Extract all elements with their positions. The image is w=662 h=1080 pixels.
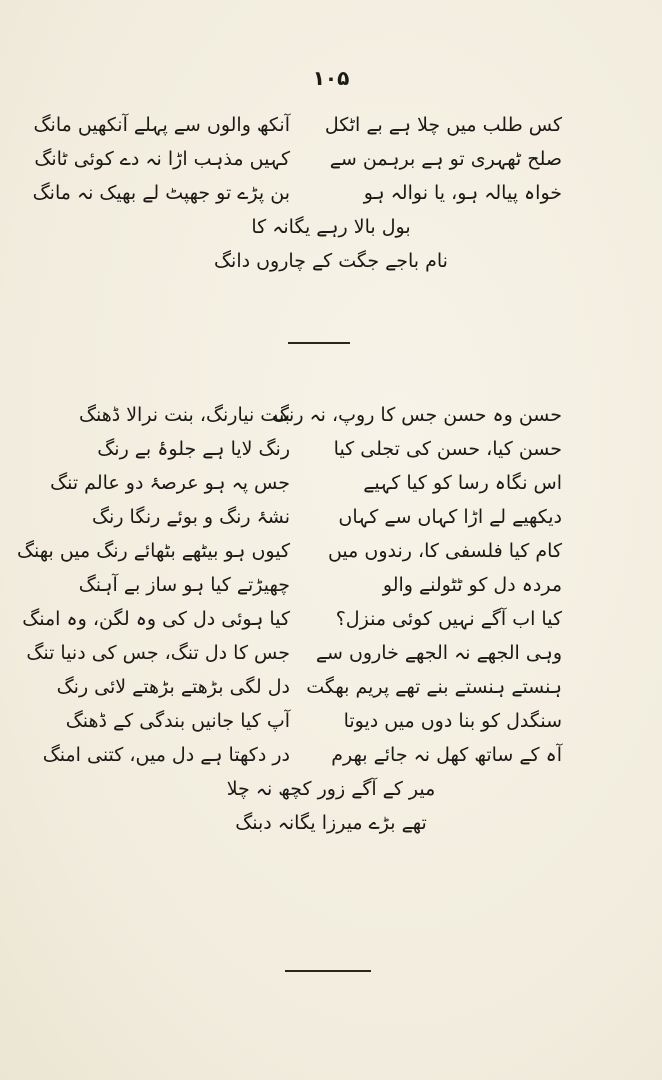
misra-first: کیا اب آگے نہیں کوئی منزل؟ — [335, 608, 562, 630]
couplet — [0, 602, 662, 636]
misra-first: وہی الجھے نہ الجھے خاروں سے — [315, 642, 562, 664]
section-divider — [288, 342, 350, 344]
misra-second: کیا ہوئی دل کی وہ لگن، وہ امنگ — [22, 608, 290, 630]
misra-first: صلح ٹھہری تو ہے برہمن سے — [329, 148, 562, 170]
misra-second: بنت نیارنگ، بنت نرالا ڈھنگ — [78, 404, 290, 426]
misra-second: آنکھ والوں سے پہلے آنکھیں مانگ — [33, 114, 290, 136]
misra-second: کہیں مذہب اڑا نہ دے کوئی ٹانگ — [34, 148, 290, 170]
misra-second: جس پہ ہو عرصۂ دو عالم تنگ — [50, 472, 290, 494]
couplet — [0, 108, 662, 142]
couplet — [0, 176, 662, 210]
misra-second: در دکھتا ہے دل میں، کتنی امنگ — [42, 744, 290, 766]
closing-line-2: تھے بڑے میرزا یگانہ دبنگ — [235, 812, 427, 834]
closing-line-1: میر کے آگے زور کچھ نہ چلا — [226, 778, 436, 800]
page-number: ۱۰۵ — [312, 66, 350, 90]
misra-first: کس طلب میں چلا ہے بے اٹکل — [324, 114, 562, 136]
closing-line-1: بول بالا رہے یگانہ کا — [251, 216, 411, 238]
closing-line-2: نام باجے جگت کے چاروں دانگ — [214, 250, 448, 272]
misra-first: دیکھیے لے اڑا کہاں سے کہاں — [338, 506, 562, 528]
couplet — [0, 670, 662, 704]
misra-second: دل لگی بڑھتے بڑھتے لائی رنگ — [56, 676, 290, 698]
couplet — [0, 432, 662, 466]
misra-second: آپ کیا جانیں بندگی کے ڈھنگ — [65, 710, 290, 732]
couplet — [0, 636, 662, 670]
couplet — [0, 568, 662, 602]
couplet — [0, 398, 662, 432]
ghazal-2 — [0, 398, 662, 840]
misra-first: مردہ دل کو ٹٹولنے والو — [382, 574, 562, 596]
misra-first: حسن کیا، حسن کی تجلی کیا — [333, 438, 562, 460]
misra-first: حسن وہ حسن جس کا روپ، نہ رنگ — [272, 404, 562, 426]
misra-second: چھیڑتے کیا ہو ساز بے آہنگ — [78, 574, 290, 596]
ghazal-1 — [0, 108, 662, 278]
misra-first: آہ کے ساتھ کھل نہ جائے بھرم — [331, 744, 562, 766]
misra-second: نشۂ رنگ و بوئے رنگا رنگ — [92, 506, 290, 528]
misra-first: اس نگاہ رسا کو کیا کہیے — [363, 472, 562, 494]
misra-first: ہنستے ہنستے بنے تھے پریم بھگت — [306, 676, 562, 698]
couplet — [0, 142, 662, 176]
misra-first: خواہ پیالہ ہو، یا نوالہ ہو — [363, 182, 562, 204]
end-divider — [285, 970, 371, 972]
couplet — [0, 738, 662, 772]
misra-second: رنگ لایا ہے جلوۂ بے رنگ — [97, 438, 290, 460]
misra-first: سنگدل کو بنا دوں میں دیوتا — [343, 710, 562, 732]
misra-second: بن پڑے تو جھپٹ لے بھیک نہ مانگ — [32, 182, 290, 204]
misra-second: جس کا دل تنگ، جس کی دنیا تنگ — [26, 642, 290, 664]
misra-second: کیوں ہو بیٹھے بٹھائے رنگ میں بھنگ — [17, 540, 290, 562]
couplet — [0, 704, 662, 738]
couplet — [0, 500, 662, 534]
couplet — [0, 534, 662, 568]
misra-first: کام کیا فلسفی کا، رندوں میں — [327, 540, 562, 562]
couplet — [0, 466, 662, 500]
